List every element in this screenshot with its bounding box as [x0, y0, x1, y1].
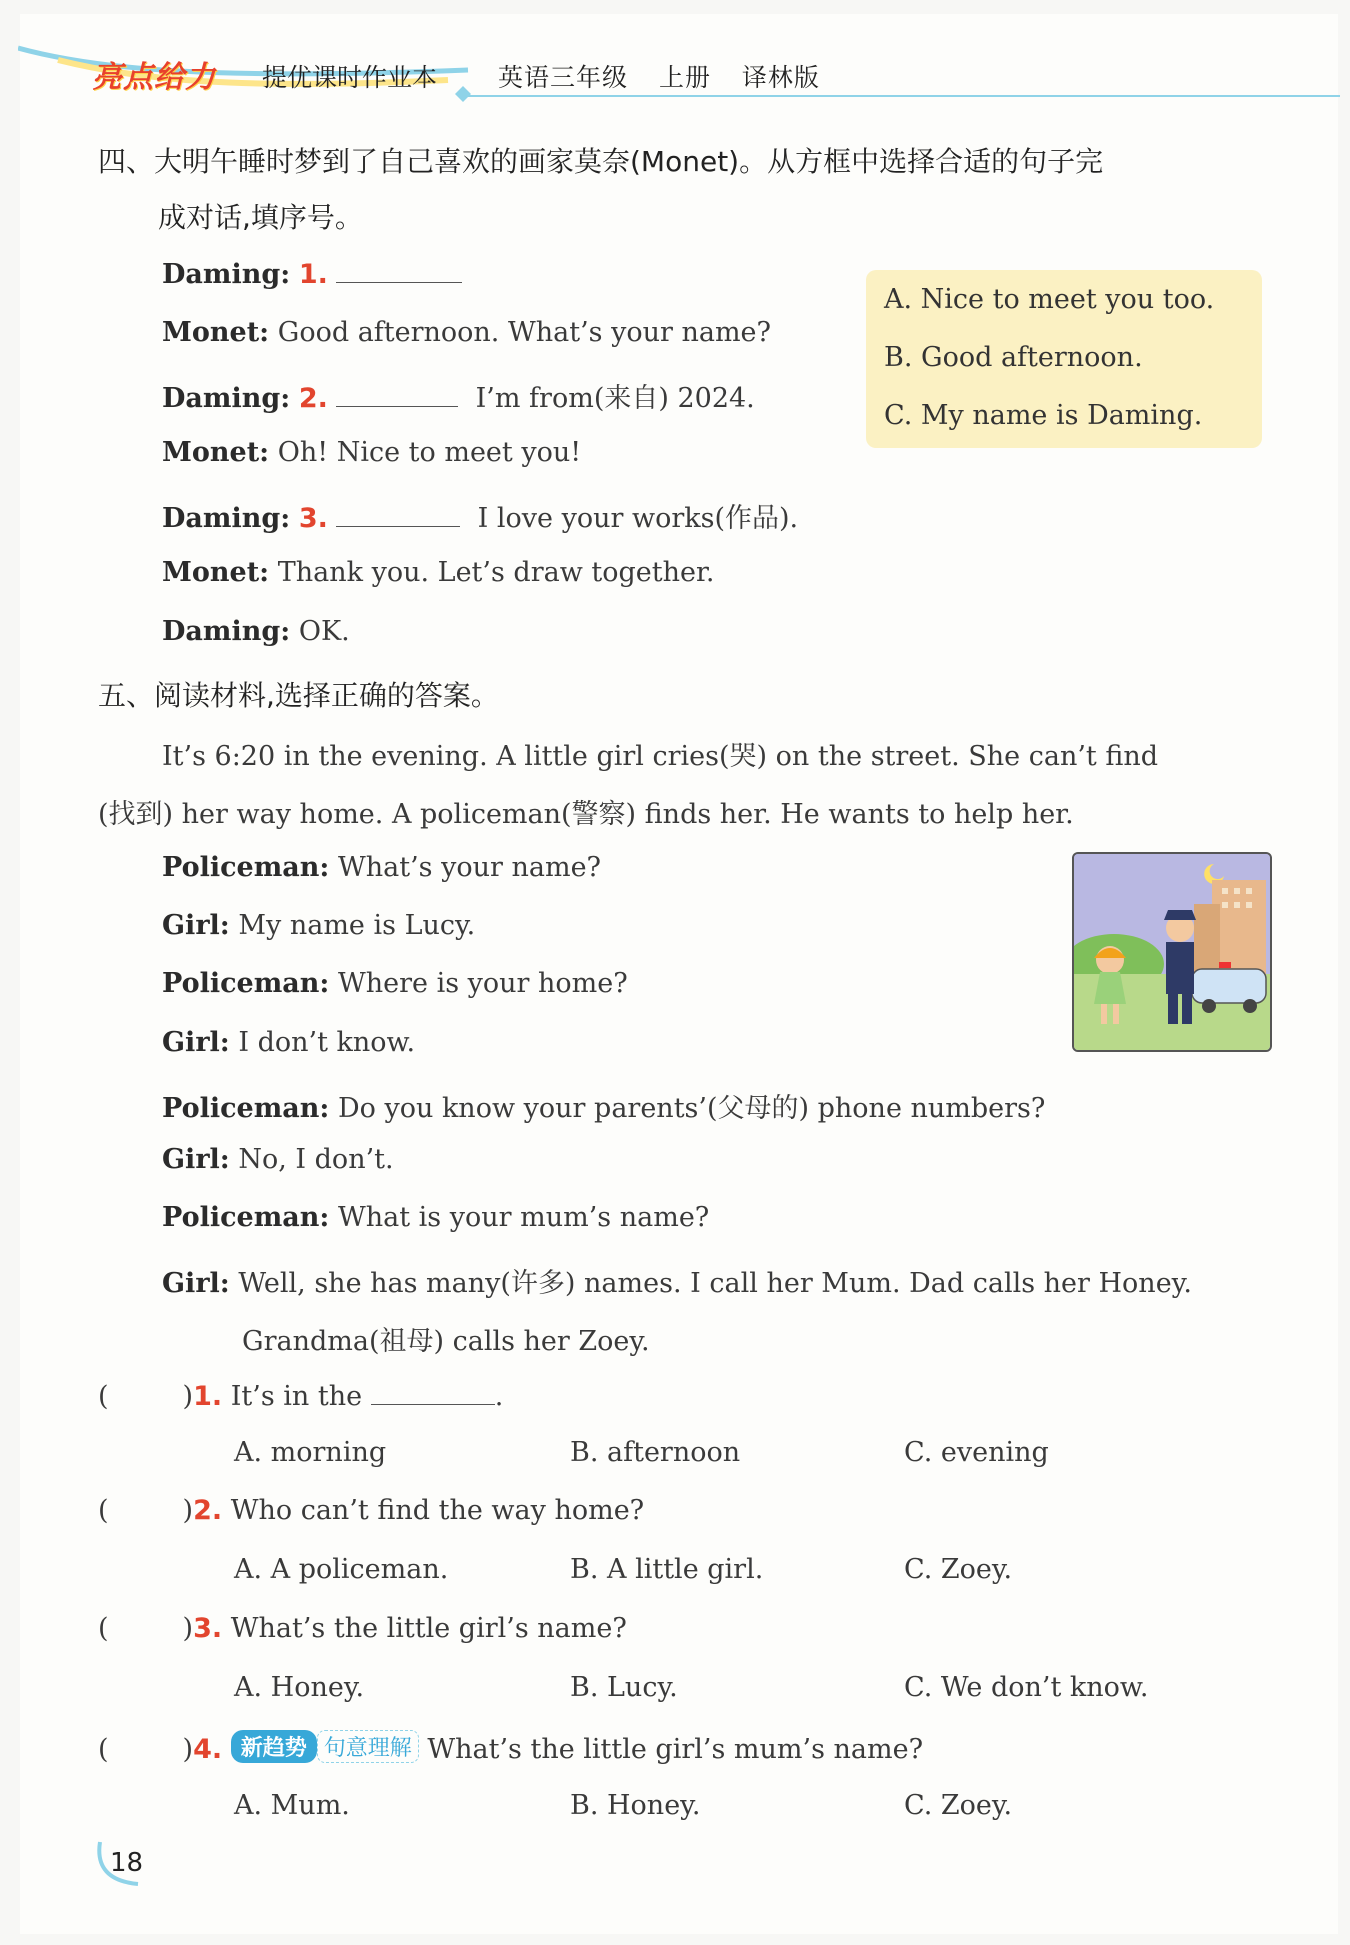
dialogue-text: Well, she has many(许多) names. I call her Mum. Dad calls her Honey.	[238, 1268, 1192, 1299]
dialogue-line	[162, 1144, 394, 1175]
question-stem: What’s the little girl’s name?	[230, 1613, 627, 1644]
question-number: 3.	[298, 503, 328, 534]
diamond-icon	[455, 86, 471, 102]
dialogue-line	[162, 317, 771, 348]
question-stem: What’s the little girl’s mum’s name?	[427, 1734, 924, 1765]
answer-paren-open[interactable]: (	[98, 1613, 109, 1644]
speaker: Monet:	[162, 317, 270, 348]
grade-label: 英语三年级 上册 译林版	[498, 63, 820, 92]
speaker: Girl:	[162, 910, 230, 941]
dialogue-text: OK.	[298, 616, 350, 647]
dialogue-line	[162, 1261, 1192, 1300]
answer-paren-close: )	[182, 1734, 194, 1765]
dialogue-line	[162, 1202, 709, 1233]
question-row	[98, 1730, 923, 1765]
answer-paren-open[interactable]: (	[98, 1495, 109, 1526]
policeman-girl-illustration	[1072, 852, 1272, 1052]
dialogue-line	[162, 256, 462, 290]
question-row	[98, 1613, 627, 1644]
speaker: Policeman:	[162, 968, 330, 999]
section4-title: 四、大明午睡时梦到了自己喜欢的画家莫奈(Monet)。从方框中选择合适的句子完	[98, 145, 1104, 178]
dialogue-text: I’m from(来自) 2024.	[475, 383, 755, 414]
answer-blank[interactable]	[336, 500, 460, 527]
section4-title-cont: 成对话,填序号。	[158, 201, 363, 234]
speaker: Policeman:	[162, 1202, 330, 1233]
dialogue-line	[162, 437, 581, 468]
option-a: A. Nice to meet you too.	[884, 284, 1215, 315]
dialogue-text: Thank you. Let’s draw together.	[277, 557, 715, 588]
options-box	[866, 270, 1262, 448]
option-c: C. Zoey.	[904, 1790, 1013, 1821]
speaker: Policeman:	[162, 852, 330, 883]
speaker: Monet:	[162, 557, 270, 588]
option-c: C. Zoey.	[904, 1554, 1013, 1585]
dialogue-line	[162, 910, 475, 941]
header	[0, 0, 1350, 110]
skill-badge: 句意理解	[317, 1730, 419, 1763]
question-number: 4.	[193, 1734, 223, 1765]
answer-blank[interactable]	[336, 380, 458, 407]
question-row	[98, 1495, 644, 1526]
dialogue-text: No, I don’t.	[238, 1144, 394, 1175]
option-c: C. My name is Daming.	[884, 400, 1203, 431]
question-stem: Who can’t find the way home?	[230, 1495, 645, 1526]
dialogue-line	[162, 852, 601, 883]
series-title: 提优课时作业本	[262, 63, 438, 92]
question-row	[98, 1378, 503, 1412]
dialogue-line-cont: Grandma(祖母) calls her Zoey.	[242, 1326, 650, 1357]
speaker: Daming:	[162, 383, 291, 414]
option-c: C. We don’t know.	[904, 1672, 1149, 1703]
option-a: A. A policeman.	[234, 1554, 449, 1585]
question-number: 3.	[193, 1613, 223, 1644]
answer-paren-close: )	[182, 1495, 194, 1526]
question-number: 1.	[298, 259, 328, 290]
passage-line: It’s 6:20 in the evening. A little girl cries(哭) on the street. She can’t find	[162, 741, 1159, 772]
dialogue-text: I don’t know.	[238, 1027, 416, 1058]
brand-logo: 亮点给力	[92, 60, 216, 95]
dialogue-line	[162, 1027, 415, 1058]
dialogue-line	[162, 616, 350, 647]
dialogue-text: What’s your name?	[337, 852, 602, 883]
option-b: B. Good afternoon.	[884, 342, 1143, 373]
dialogue-text: Do you know your parents’(父母的) phone numbers?	[337, 1093, 1046, 1124]
option-b: B. afternoon	[570, 1437, 741, 1468]
dialogue-text: I love your works(作品).	[477, 503, 799, 534]
answer-paren-close: )	[182, 1613, 194, 1644]
answer-paren-close: )	[182, 1381, 194, 1412]
speaker: Daming:	[162, 503, 291, 534]
section5-title: 五、阅读材料,选择正确的答案。	[98, 679, 499, 712]
question-stem-end: .	[494, 1381, 504, 1412]
new-trend-badge: 新趋势	[231, 1730, 317, 1763]
speaker: Girl:	[162, 1144, 230, 1175]
page-number: 18	[110, 1848, 144, 1878]
speaker: Girl:	[162, 1027, 230, 1058]
question-number: 2.	[193, 1495, 223, 1526]
option-a: A. Honey.	[234, 1672, 365, 1703]
dialogue-line	[162, 968, 628, 999]
question-number: 2.	[298, 383, 328, 414]
option-a: A. morning	[234, 1437, 387, 1468]
dialogue-line	[162, 376, 755, 415]
header-rule	[460, 95, 1340, 97]
option-b: B. Lucy.	[570, 1672, 678, 1703]
dialogue-text: Good afternoon. What’s your name?	[277, 317, 772, 348]
dialogue-text: My name is Lucy.	[238, 910, 476, 941]
answer-paren-open[interactable]: (	[98, 1381, 109, 1412]
dialogue-line	[162, 496, 798, 535]
option-b: B. Honey.	[570, 1790, 701, 1821]
dialogue-text: Where is your home?	[337, 968, 628, 999]
speaker: Daming:	[162, 616, 291, 647]
speaker: Daming:	[162, 259, 291, 290]
option-c: C. evening	[904, 1437, 1049, 1468]
question-number: 1.	[193, 1381, 223, 1412]
dialogue-line	[162, 1086, 1045, 1125]
speaker: Girl:	[162, 1268, 230, 1299]
question-stem: It’s in the	[230, 1381, 363, 1412]
option-b: B. A little girl.	[570, 1554, 764, 1585]
speaker: Policeman:	[162, 1093, 330, 1124]
passage-line: (找到) her way home. A policeman(警察) finds her. He wants to help her.	[98, 799, 1074, 830]
dialogue-line	[162, 557, 715, 588]
option-a: A. Mum.	[234, 1790, 350, 1821]
answer-blank[interactable]	[336, 256, 462, 283]
speaker: Monet:	[162, 437, 270, 468]
dialogue-text: What is your mum’s name?	[337, 1202, 710, 1233]
answer-blank[interactable]	[371, 1378, 495, 1405]
dialogue-text: Oh! Nice to meet you!	[277, 437, 582, 468]
answer-paren-open[interactable]: (	[98, 1734, 109, 1765]
